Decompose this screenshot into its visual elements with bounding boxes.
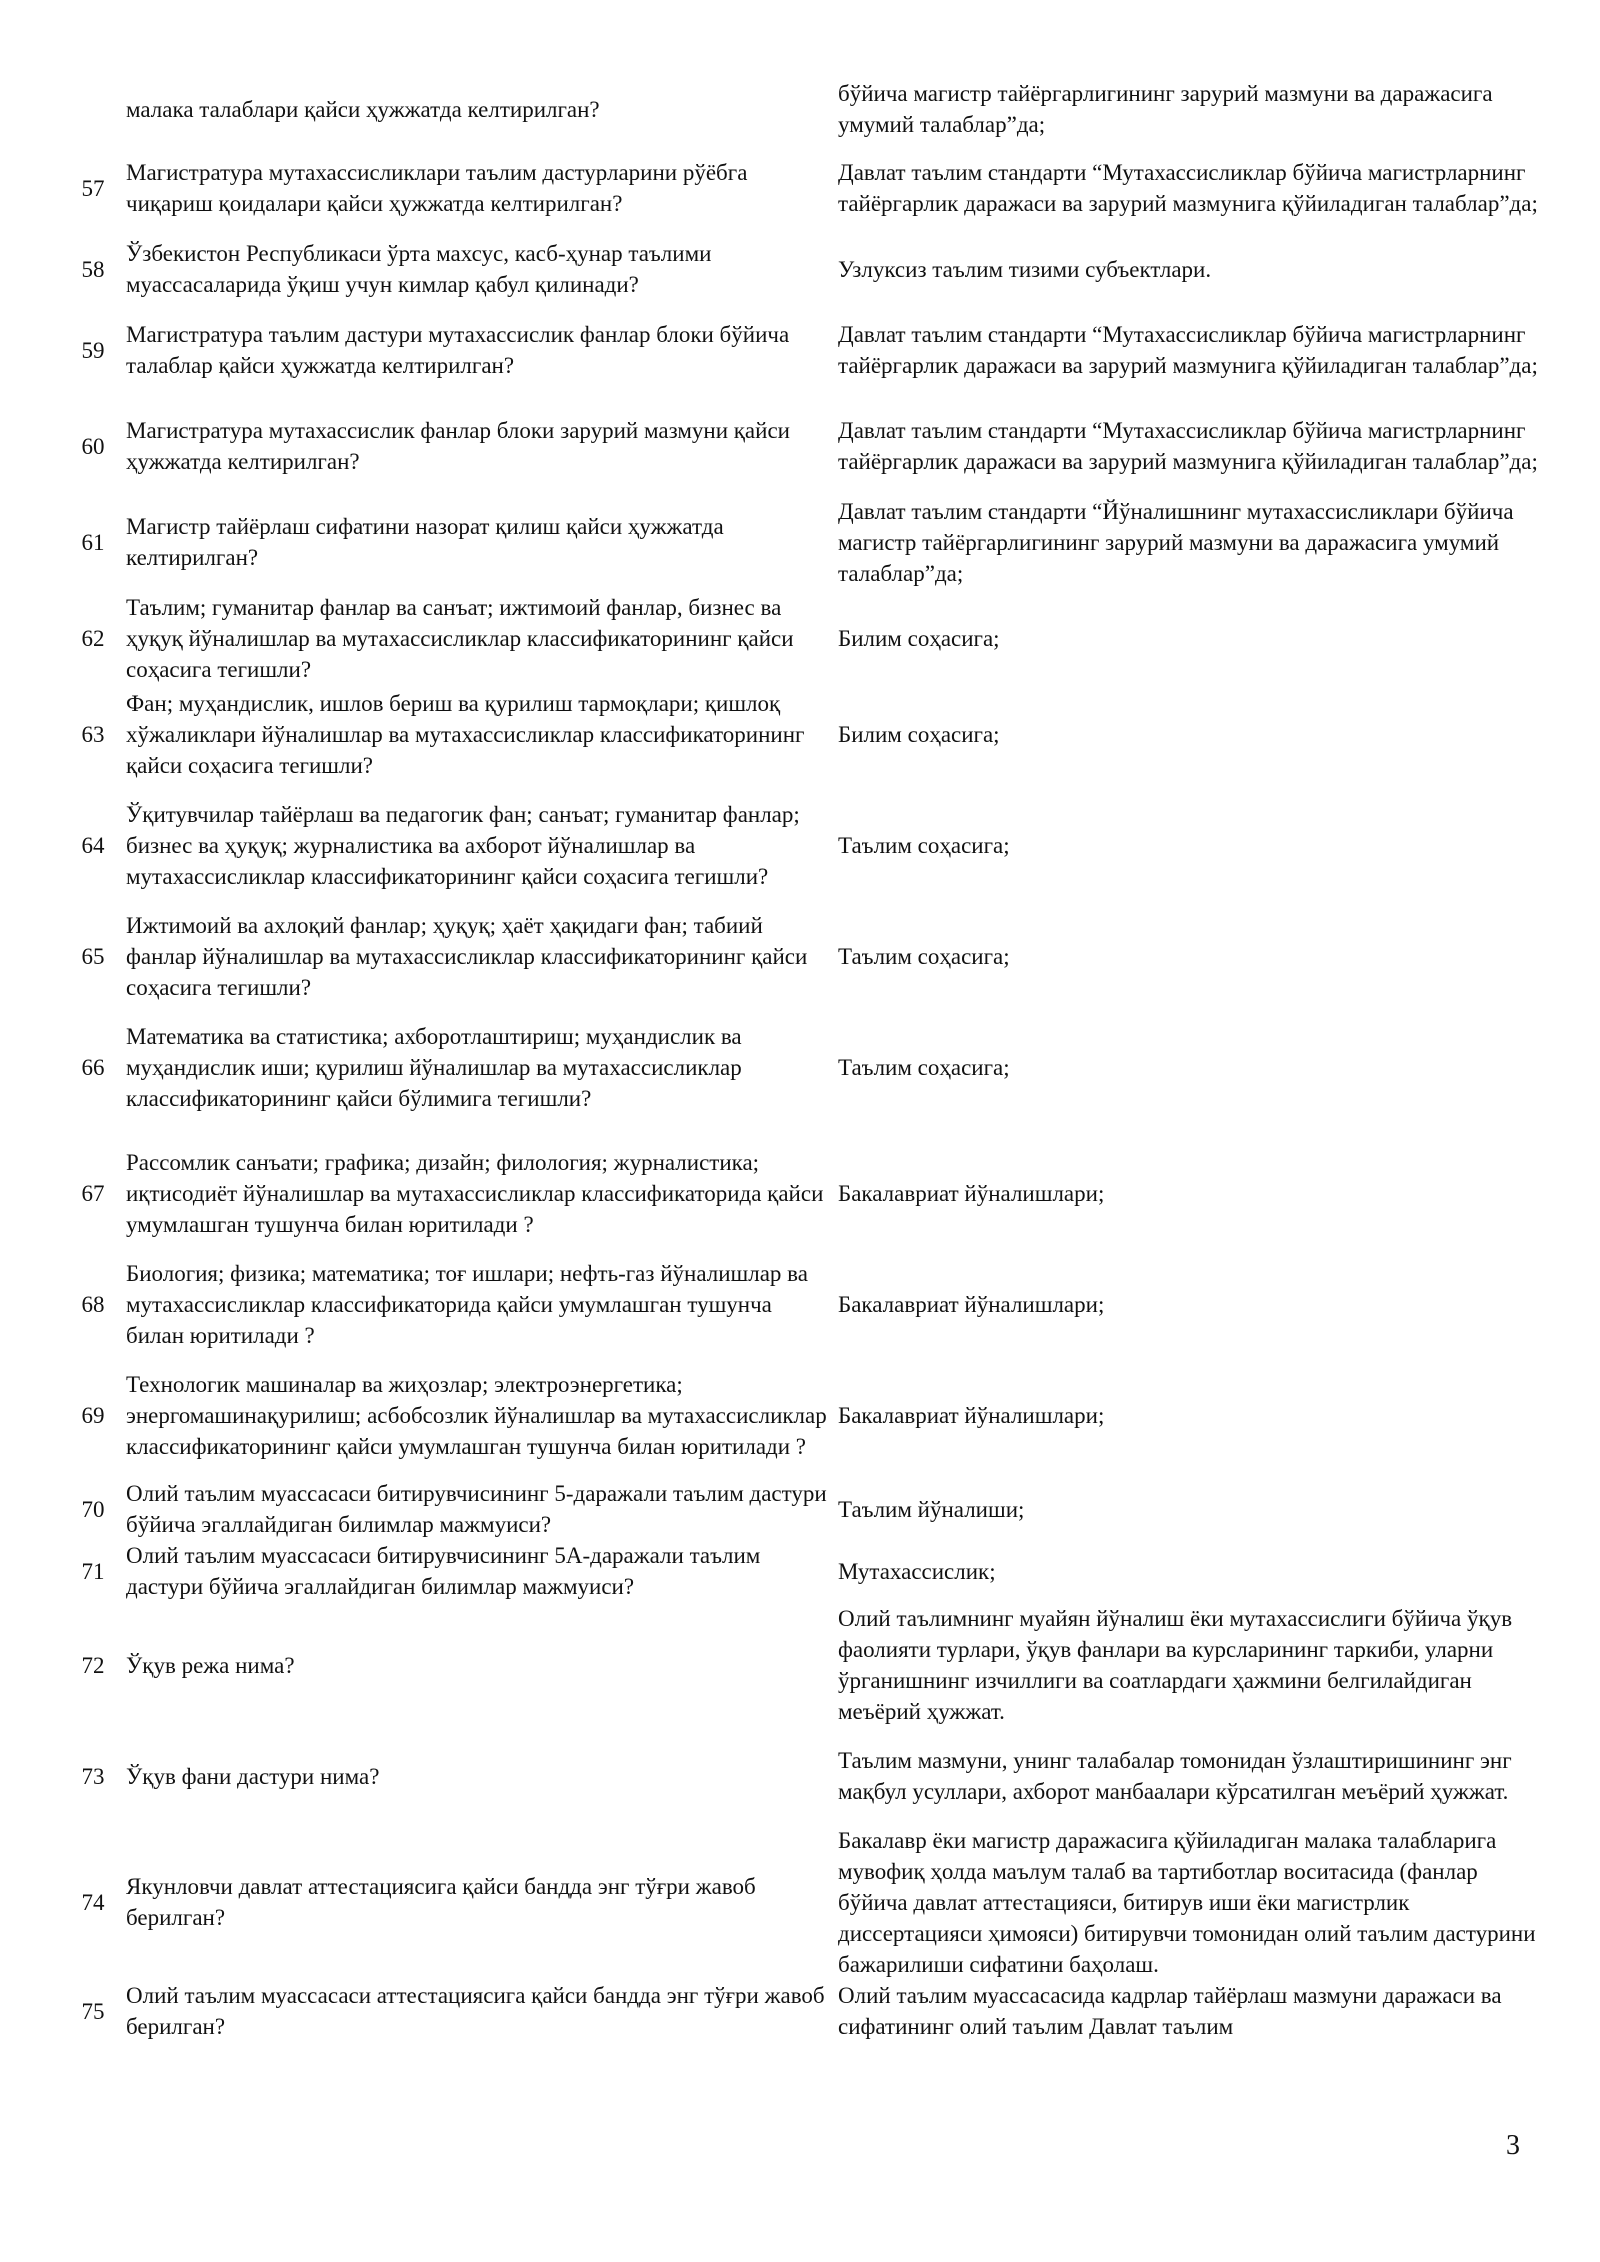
- qa-row: [62, 1352, 1552, 1478]
- question-cell: Ўзбекистон Республикаси ўрта махсус, касб-ҳунар таълими муассасаларида ўқиш учун кимлар қабул қилинади?: [126, 241, 712, 297]
- qa-table: [62, 78, 1552, 2042]
- row-number: 66: [81, 1054, 105, 1080]
- qa-row: [62, 1130, 1552, 1256]
- qa-row: [62, 1478, 1552, 1540]
- row-number: 71: [81, 1558, 105, 1584]
- row-number: 67: [81, 1180, 105, 1206]
- question-cell: малака талаблари қайси ҳужжатда келтирилган?: [126, 96, 600, 122]
- qa-row: [62, 302, 1552, 398]
- answer-cell: Бакалавр ёки магистр даражасига қўйиладиган малака талабларига мувофиқ ҳолда маълум талаб ва тартиботлар воситасида (фанлар бўйича давлат аттестацияси, битирув иши ёки магистрлик диссертацияси ҳимояси) битирувчи томонидан олий таълим дастурини бажарилиши сифатини баҳолаш.: [838, 1827, 1536, 1977]
- question-cell: Магистратура мутахассислик фанлар блоки зарурий мазмуни қайси ҳужжатда келтирилган?: [126, 418, 790, 474]
- qa-row: [62, 1256, 1552, 1352]
- qa-row: [62, 140, 1552, 236]
- qa-row: [62, 1602, 1552, 1728]
- qa-row: [62, 78, 1552, 140]
- row-number: 74: [81, 1889, 105, 1915]
- answer-cell: Таълим соҳасига;: [838, 832, 1010, 858]
- answer-cell: Таълим соҳасига;: [838, 943, 1010, 969]
- row-number: 70: [81, 1496, 105, 1522]
- row-number: 63: [81, 721, 105, 747]
- row-number: 58: [81, 256, 105, 282]
- answer-cell: Билим соҳасига;: [838, 625, 1000, 651]
- row-number: 65: [81, 943, 105, 969]
- answer-cell: бўйича магистр тайёргарлигининг зарурий мазмуни ва даражасига умумий талаблар”да;: [838, 81, 1493, 137]
- question-cell: Биология; физика; математика; тоғ ишлари; нефть-газ йўналишлар ва мутахассисликлар классификаторида қайси умумлашган тушунча билан юритилади ?: [126, 1260, 808, 1348]
- qa-row: [62, 398, 1552, 494]
- question-cell: Ўқув фани дастури нима?: [126, 1763, 380, 1789]
- row-number: 60: [81, 433, 105, 459]
- answer-cell: Узлуксиз таълим тизими субъектлари.: [838, 256, 1212, 282]
- answer-cell: Бакалавриат йўналишлари;: [838, 1291, 1105, 1317]
- question-cell: Олий таълим муассасаси аттестациясига қайси бандда энг тўғри жавоб берилган?: [126, 1983, 825, 2039]
- qa-row: [62, 1980, 1552, 2042]
- question-cell: Технологик машиналар ва жиҳозлар; электроэнергетика; энергомашинақурилиш; асбобсозлик йўналишлар ва мутахассисликлар классификаторининг қайси умумлашган тушунча билан юритилади ?: [126, 1371, 827, 1459]
- answer-cell: Таълим соҳасига;: [838, 1054, 1010, 1080]
- answer-cell: Мутахассислик;: [838, 1558, 996, 1584]
- question-cell: Таълим; гуманитар фанлар ва санъат; ижтимоий фанлар, бизнес ва ҳуқуқ йўналишлар ва мутахассисликлар классификаторининг қайси соҳасига тегишли?: [126, 594, 794, 682]
- question-cell: Ижтимоий ва ахлоқий фанлар; ҳуқуқ; ҳаёт ҳақидаги фан; табиий фанлар йўналишлар ва мутахассисликлар классификаторининг қайси соҳасига тегишли?: [126, 912, 808, 1000]
- row-number: 59: [81, 337, 105, 363]
- question-cell: Магистратура мутахассисликлари таълим дастурларини рўёбга чиқариш қоидалари қайси ҳужжатда келтирилган?: [126, 160, 748, 216]
- question-cell: Рассомлик санъати; графика; дизайн; филология; журналистика; иқтисодиёт йўналишлар ва мутахассисликлар классификаторида қайси умумлашган тушунча билан юритилади ?: [126, 1149, 824, 1237]
- row-number: 68: [81, 1291, 105, 1317]
- qa-row: [62, 1824, 1552, 1980]
- qa-row: [62, 236, 1552, 302]
- answer-cell: Давлат таълим стандарти “Йўналишнинг мутахассисликлари бўйича магистр тайёргарлигининг зарурий мазмуни ва даражасига умумий талаблар”да;: [838, 498, 1514, 586]
- qa-row: [62, 494, 1552, 590]
- qa-row: [62, 590, 1552, 686]
- question-cell: Математика ва статистика; ахборотлаштириш; муҳандислик ва муҳандислик иши; қурилиш йўналишлар ва мутахассисликлар классификаторининг қайси бўлимига тегишли?: [126, 1023, 742, 1111]
- row-number: 57: [81, 175, 105, 201]
- answer-cell: Бакалавриат йўналишлари;: [838, 1402, 1105, 1428]
- qa-row: [62, 1540, 1552, 1602]
- question-cell: Ўқув режа нима?: [126, 1652, 295, 1678]
- qa-row: [62, 1728, 1552, 1824]
- qa-row: [62, 686, 1552, 782]
- answer-cell: Давлат таълим стандарти “Мутахассисликлар бўйича магистрларнинг тайёргарлик даражаси ва зарурий мазмунига қўйиладиган талаблар”да;: [838, 418, 1538, 474]
- question-cell: Олий таълим муассасаси битирувчисининг 5А-даражали таълим дастури бўйича эгаллайдиган билимлар мажмуиси?: [126, 1543, 761, 1599]
- question-cell: Олий таълим муассасаси битирувчисининг 5-даражали таълим дастури бўйича эгаллайдиган билимлар мажмуиси?: [126, 1481, 827, 1537]
- answer-cell: Олий таълим муассасасида кадрлар тайёрлаш мазмуни даражаси ва сифатининг олий таълим Давлат таълим: [838, 1983, 1502, 2039]
- row-number: 75: [81, 1998, 105, 2024]
- question-cell: Ўқитувчилар тайёрлаш ва педагогик фан; санъат; гуманитар фанлар; бизнес ва ҳуқуқ; журналистика ва ахборот йўналишлар ва мутахассисликлар классификаторининг қайси соҳасига тегишли?: [126, 801, 800, 889]
- answer-cell: Олий таълимнинг муайян йўналиш ёки мутахассислиги бўйича ўқув фаолияти турлари, ўқув фанлари ва курсларининг таркиби, уларни ўрганишнинг изчиллиги ва соатлардаги ҳажмини белгилайдиган меъёрий ҳужжат.: [838, 1606, 1513, 1724]
- question-cell: Магистратура таълим дастури мутахассислик фанлар блоки бўйича талаблар қайси ҳужжатда келтирилган?: [126, 322, 790, 378]
- row-number: [62, 78, 124, 140]
- answer-cell: Давлат таълим стандарти “Мутахассисликлар бўйича магистрларнинг тайёргарлик даражаси ва зарурий мазмунига қўйиладиган талаблар”да;: [838, 322, 1538, 378]
- answer-cell: Таълим мазмуни, унинг талабалар томонидан ўзлаштиришининг энг мақбул усуллари, ахборот манбаалари кўрсатилган меъёрий ҳужжат.: [838, 1748, 1512, 1804]
- row-number: 69: [81, 1402, 105, 1428]
- row-number: 61: [81, 529, 105, 555]
- row-number: 73: [81, 1763, 105, 1789]
- question-cell: Магистр тайёрлаш сифатини назорат қилиш қайси ҳужжатда келтирилган?: [126, 514, 724, 570]
- qa-row: [62, 908, 1552, 1004]
- answer-cell: Таълим йўналиши;: [838, 1496, 1025, 1522]
- page-number: 3: [1506, 2130, 1520, 2161]
- answer-cell: Билим соҳасига;: [838, 721, 1000, 747]
- row-number: 62: [81, 625, 105, 651]
- qa-row: [62, 782, 1552, 908]
- answer-cell: Бакалавриат йўналишлари;: [838, 1180, 1105, 1206]
- answer-cell: Давлат таълим стандарти “Мутахассисликлар бўйича магистрларнинг тайёргарлик даражаси ва зарурий мазмунига қўйиладиган талаблар”да;: [838, 160, 1538, 216]
- qa-row: [62, 1004, 1552, 1130]
- question-cell: Якунловчи давлат аттестациясига қайси бандда энг тўғри жавоб берилган?: [126, 1874, 756, 1930]
- row-number: 72: [81, 1652, 105, 1678]
- question-cell: Фан; муҳандислик, ишлов бериш ва қурилиш тармоқлари; қишлоқ хўжаликлари йўналишлар ва мутахассисликлар классификаторининг қайси соҳасига тегишли?: [126, 690, 805, 778]
- row-number: 64: [81, 832, 105, 858]
- qa-table-body: [62, 78, 1552, 2042]
